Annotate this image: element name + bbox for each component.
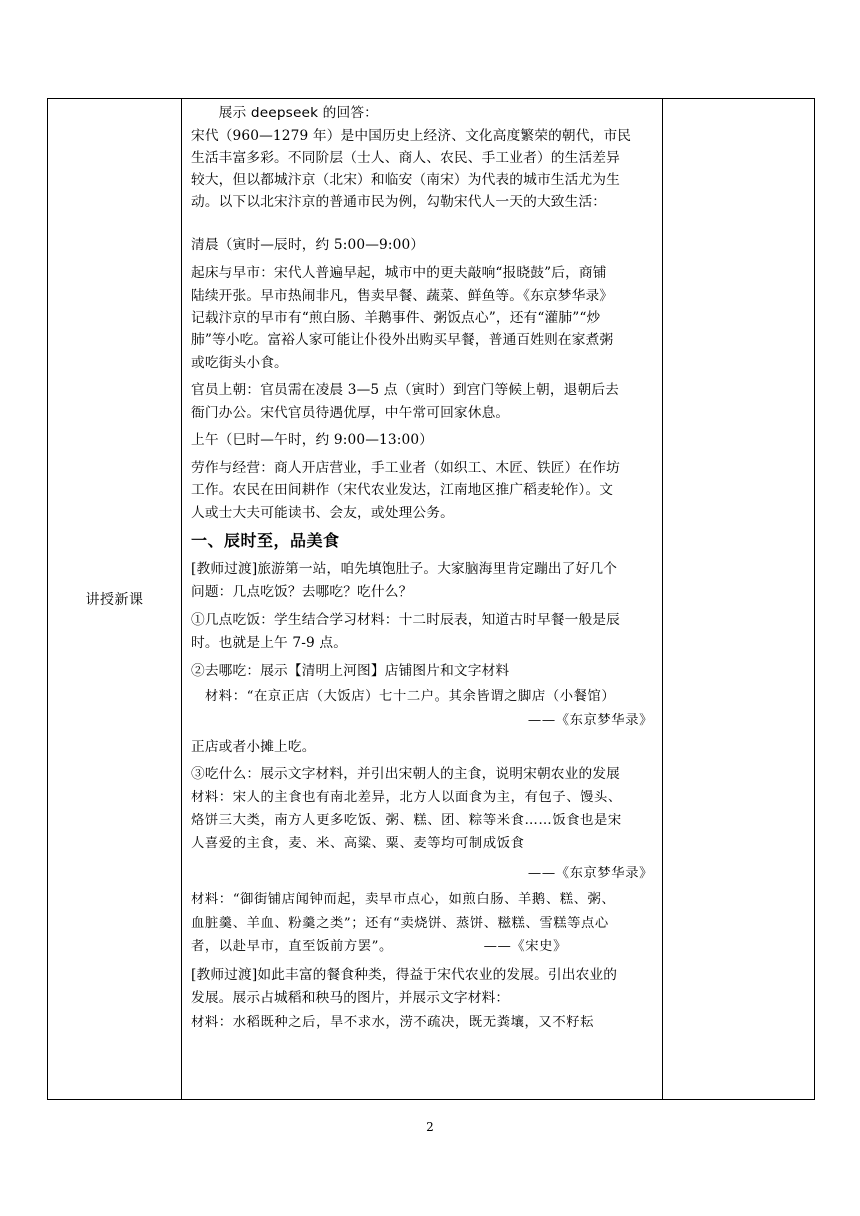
page-number: 2 xyxy=(426,1120,434,1134)
text-line: 官员上朝：官员需在凌晨 3—5 点（寅时）到宫门等候上朝，退朝后去 xyxy=(191,382,620,398)
content-cell xyxy=(182,99,663,1100)
table-row xyxy=(48,99,815,1100)
text-line: 清晨（寅时—辰时，约 5:00—9:00） xyxy=(191,237,425,253)
text-line: 人或士大夫可能读书、会友，或处理公务。 xyxy=(191,505,454,521)
quote-line: 材料：宋人的主食也有南北差异，北方人以面食为主，有包子、馒头、 xyxy=(191,790,622,805)
section-label: 讲授新课 xyxy=(85,592,144,608)
quote-line: 材料：“御街铺店闻钟而起，卖早市点心，如煎白肠、羊鹅、糕、粥、 xyxy=(191,892,616,907)
text-line: 起床与早市：宋代人普遍早起，城市中的更夫敲响“报晓鼓”后，商铺 xyxy=(191,265,607,281)
quote-line: 者，以赴早市，直至饭前方罢”。 ——《宋史》 xyxy=(191,939,567,954)
quote-line: 材料：“在京正店（大饭店）七十二户。其余皆谓之脚店（小餐馆） xyxy=(191,689,616,704)
quote-source: ——《东京梦华录》 xyxy=(527,866,653,881)
section-heading: 一、辰时至，品美食 xyxy=(191,531,340,550)
text-line: 陆续开张。早市热闹非凡，售卖早餐、蔬菜、鲜鱼等。《东京梦华录》 xyxy=(191,288,614,304)
text-line: 动。以下以北宋汴京的普通市民为例，勾勒宋代人一天的大致生活： xyxy=(191,194,607,210)
text-line: ①几点吃饭：学生结合学习材料：十二时辰表，知道古时早餐一般是辰 xyxy=(191,612,620,628)
content-area xyxy=(182,99,662,1099)
text-line: 正店或者小摊上吃。 xyxy=(191,739,316,755)
quote-line: 人喜爱的主食，麦、米、高粱、粟、麦等均可制成饭食 xyxy=(191,836,525,851)
text-line: 展示 deepseek 的回答： xyxy=(191,105,379,121)
text-line: 宋代（960—1279 年）是中国历史上经济、文化高度繁荣的朝代，市民 xyxy=(191,128,632,144)
quote-source: ——《东京梦华录》 xyxy=(527,713,653,728)
text-line: 工作。农民在田间耕作（宋代农业发达，江南地区推广稻麦轮作）。文 xyxy=(191,482,614,498)
text-line: 上午（巳时—午时，约 9:00—13:00） xyxy=(191,432,434,448)
text-line: 较大，但以都城汴京（北宋）和临安（南宋）为代表的城市生活尤为生 xyxy=(191,172,620,188)
text-line: 或吃街头小食。 xyxy=(191,355,288,371)
text-line: [教师过渡]旅游第一站，咱先填饱肚子。大家脑海里肯定蹦出了好几个 xyxy=(191,561,618,577)
text-line: 生活丰富多彩。不同阶层（士人、商人、农民、手工业者）的生活差异 xyxy=(191,150,620,166)
quote-line: 血脏羹、羊血、粉羹之类”；还有“卖烧饼、蒸饼、糍糕、雪糕等点心 xyxy=(191,916,609,931)
quote-line: 材料：水稻既种之后，旱不求水，涝不疏决，既无粪壤，又不籽耘 xyxy=(191,1015,595,1030)
text-line: 劳作与经营：商人开店营业，手工业者（如织工、木匠、铁匠）在作坊 xyxy=(191,460,620,476)
text-line: ③吃什么：展示文字材料，并引出宋朝人的主食，说明宋朝农业的发展 xyxy=(191,766,620,782)
notes-cell xyxy=(663,99,815,1100)
text-line: 时。也就是上午 7-9 点。 xyxy=(191,635,348,651)
text-line: 发展。展示占城稻和秧马的图片，并展示文字材料： xyxy=(191,990,510,1006)
text-line: 衙门办公。宋代官员待遇优厚，中午常可回家休息。 xyxy=(191,405,510,421)
quote-line: 烙饼三大类，南方人更多吃饭、粥、糕、团、粽等米食……饭食也是宋 xyxy=(191,813,622,828)
text-line: ②去哪吃：展示【清明上河图】店铺图片和文字材料 xyxy=(191,663,510,679)
text-line: 肺”等小吃。富裕人家可能让仆役外出购买早餐，普通百姓则在家煮粥 xyxy=(191,332,614,348)
text-line: 记载汴京的早市有“煎白肠、羊鹅事件、粥饭点心”，还有“灌肺”“炒 xyxy=(191,310,601,326)
section-cell xyxy=(48,99,182,1100)
text-line: [教师过渡]如此丰富的餐食种类，得益于宋代农业的发展。引出农业的 xyxy=(191,967,618,983)
lesson-plan-table xyxy=(47,98,815,1100)
text-line: 问题：几点吃饭？去哪吃？吃什么？ xyxy=(191,584,413,600)
